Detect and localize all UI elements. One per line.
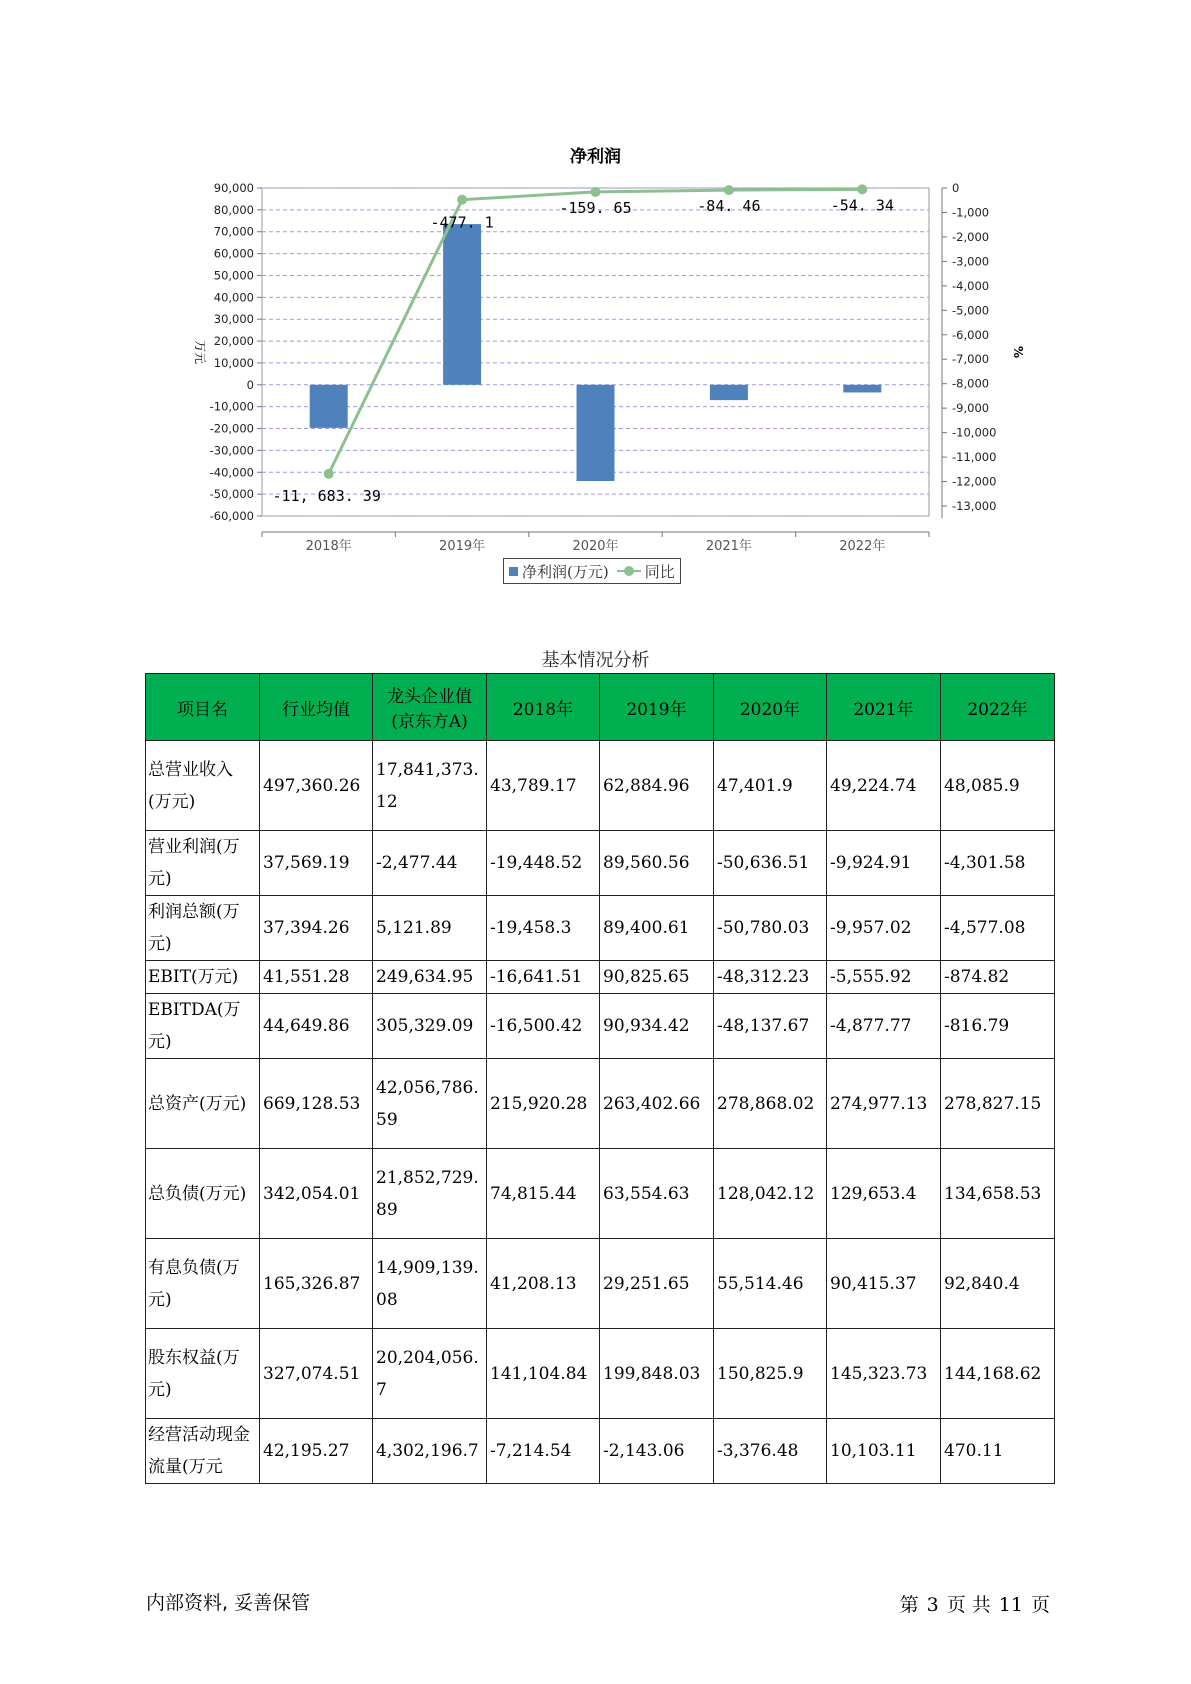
left-axis-label: 万元 [193,339,207,365]
right-tick-label: -12,000 [952,474,997,489]
left-tick-label: 50,000 [213,268,254,283]
value-cell: 144,168.62 [941,1329,1055,1419]
left-tick-label: 80,000 [213,202,254,217]
left-tick-label: 0 [246,377,254,392]
header-cell: 行业均值 [260,674,373,741]
left-tick-label: -20,000 [209,421,254,436]
value-cell: -2,143.06 [600,1419,714,1484]
legend-bar-swatch [509,567,518,576]
bar-2019年 [443,224,481,385]
left-tick-label: 20,000 [213,334,254,349]
left-tick-label: -30,000 [209,443,254,458]
table-header-row [146,674,1055,741]
yoy-point [324,469,334,479]
yoy-point [591,187,601,197]
value-cell: 249,634.95 [373,961,487,994]
table-row [146,994,1055,1059]
value-cell: -48,312.23 [714,961,827,994]
yoy-point [857,184,867,194]
basic-analysis-table [145,673,1055,1484]
value-cell: 14,909,139.08 [373,1239,487,1329]
table-caption: 基本情况分析 [541,650,650,671]
value-cell: 141,104.84 [487,1329,600,1419]
right-tick-label: -2,000 [952,229,990,244]
row-label-cell: 总营业收入(万元) [146,741,260,831]
value-cell: -874.82 [941,961,1055,994]
left-tick-label: 40,000 [213,290,254,305]
bar-2020年 [577,385,615,481]
legend-bar-label: 净利润(万元) [522,562,609,581]
header-cell: 项目名 [146,674,260,741]
right-tick-label: -4,000 [952,278,990,293]
value-cell: 90,825.65 [600,961,714,994]
table-row [146,1329,1055,1419]
table-row [146,1239,1055,1329]
value-cell: 89,560.56 [600,831,714,896]
value-cell: 90,934.42 [600,994,714,1059]
value-cell: 128,042.12 [714,1149,827,1239]
right-axis-label: % [1011,345,1025,359]
value-cell: 17,841,373.12 [373,741,487,831]
value-cell: 278,868.02 [714,1059,827,1149]
x-tick-label: 2022年 [839,539,886,554]
page-suffix: 页 [1030,1594,1050,1616]
legend-line-label: 同比 [644,562,675,581]
value-cell: -4,877.77 [827,994,941,1059]
value-cell: -16,641.51 [487,961,600,994]
value-cell: 47,401.9 [714,741,827,831]
header-cell: 龙头企业值(京东方A) [373,674,487,741]
left-tick-label: 90,000 [213,181,254,195]
left-tick-label: 30,000 [213,312,254,327]
row-label-cell: EBITDA(万元) [146,994,260,1059]
table-row [146,1149,1055,1239]
legend-line-swatch [617,570,641,572]
value-cell: -4,577.08 [941,896,1055,961]
right-tick-label: -1,000 [952,205,990,220]
yoy-point [457,195,467,205]
yoy-data-label: -11, 683. 39 [272,486,381,505]
yoy-point [724,185,734,195]
value-cell: 134,658.53 [941,1149,1055,1239]
value-cell: 470.11 [941,1419,1055,1484]
page-mid: 页 共 [946,1594,991,1616]
value-cell: 497,360.26 [260,741,373,831]
page-total: 11 [998,1594,1023,1616]
page-current: 3 [926,1594,939,1616]
value-cell: 327,074.51 [260,1329,373,1419]
value-cell: 150,825.9 [714,1329,827,1419]
row-label-cell: EBIT(万元) [146,961,260,994]
x-tick-label: 2019年 [439,539,486,554]
value-cell: 55,514.46 [714,1239,827,1329]
left-tick-label: 10,000 [213,355,254,370]
value-cell: 49,224.74 [827,741,941,831]
value-cell: 129,653.4 [827,1149,941,1239]
bar-2018年 [310,385,348,428]
row-label-cell: 总资产(万元) [146,1059,260,1149]
value-cell: -50,780.03 [714,896,827,961]
chart-title: 净利润 [570,147,621,167]
value-cell: 21,852,729.89 [373,1149,487,1239]
value-cell: 42,056,786.59 [373,1059,487,1149]
value-cell: 20,204,056.7 [373,1329,487,1419]
value-cell: 5,121.89 [373,896,487,961]
value-cell: 4,302,196.7 [373,1419,487,1484]
value-cell: 89,400.61 [600,896,714,961]
right-tick-label: -7,000 [952,352,990,367]
left-tick-label: 60,000 [213,246,254,261]
value-cell: -50,636.51 [714,831,827,896]
value-cell: 145,323.73 [827,1329,941,1419]
page-prefix: 第 [899,1594,919,1616]
value-cell: -816.79 [941,994,1055,1059]
table-body [146,741,1055,1484]
value-cell: 41,551.28 [260,961,373,994]
header-cell: 2020年 [714,674,827,741]
row-label-cell: 总负债(万元) [146,1149,260,1239]
table-row [146,831,1055,896]
value-cell: -9,924.91 [827,831,941,896]
value-cell: 199,848.03 [600,1329,714,1419]
right-tick-label: -3,000 [952,254,990,269]
value-cell: -3,376.48 [714,1419,827,1484]
value-cell: 342,054.01 [260,1149,373,1239]
row-label-cell: 经营活动现金流量(万元 [146,1419,260,1484]
value-cell: 278,827.15 [941,1059,1055,1149]
table-row [146,1419,1055,1484]
table-row [146,741,1055,831]
value-cell: 10,103.11 [827,1419,941,1484]
value-cell: 48,085.9 [941,741,1055,831]
value-cell: -7,214.54 [487,1419,600,1484]
value-cell: 305,329.09 [373,994,487,1059]
left-tick-label: 70,000 [213,224,254,239]
header-cell: 2019年 [600,674,714,741]
value-cell: 42,195.27 [260,1419,373,1484]
right-tick-label: -9,000 [952,401,990,416]
value-cell: -19,448.52 [487,831,600,896]
left-tick-label: -60,000 [209,509,254,523]
row-label-cell: 营业利润(万元) [146,831,260,896]
table-row [146,896,1055,961]
header-cell: 2018年 [487,674,600,741]
right-tick-label: -6,000 [952,327,990,342]
yoy-data-label: -54. 34 [830,196,894,215]
row-label-cell: 股东权益(万元) [146,1329,260,1419]
footer-confidential-note: 内部资料, 妥善保管 [146,1592,311,1614]
x-tick-label: 2020年 [572,539,619,554]
header-cell: 2021年 [827,674,941,741]
footer-page-number [896,1590,1054,1617]
chart-svg [0,0,1191,600]
right-tick-label: 0 [952,181,960,195]
value-cell: 37,569.19 [260,831,373,896]
value-cell: 43,789.17 [487,741,600,831]
value-cell: -4,301.58 [941,831,1055,896]
row-label-cell: 有息负债(万元) [146,1239,260,1329]
value-cell: 165,326.87 [260,1239,373,1329]
right-tick-label: -11,000 [952,450,997,465]
net-profit-chart [0,0,1191,600]
right-tick-label: -5,000 [952,303,990,318]
value-cell: 63,554.63 [600,1149,714,1239]
value-cell: -19,458.3 [487,896,600,961]
header-cell: 2022年 [941,674,1055,741]
table-row [146,961,1055,994]
value-cell: -48,137.67 [714,994,827,1059]
value-cell: 215,920.28 [487,1059,600,1149]
value-cell: -9,957.02 [827,896,941,961]
x-tick-label: 2018年 [305,539,352,554]
yoy-data-label: -159. 65 [559,198,632,217]
x-tick-label: 2021年 [705,539,752,554]
value-cell: 263,402.66 [600,1059,714,1149]
left-tick-label: -10,000 [209,399,254,414]
yoy-data-label: -477. 1 [430,213,494,232]
yoy-data-label: -84. 46 [697,197,761,216]
value-cell: 29,251.65 [600,1239,714,1329]
value-cell: 37,394.26 [260,896,373,961]
value-cell: 41,208.13 [487,1239,600,1329]
left-tick-label: -50,000 [209,487,254,502]
value-cell: -2,477.44 [373,831,487,896]
value-cell: 274,977.13 [827,1059,941,1149]
value-cell: 62,884.96 [600,741,714,831]
value-cell: -5,555.92 [827,961,941,994]
left-tick-label: -40,000 [209,465,254,480]
value-cell: -16,500.42 [487,994,600,1059]
table-row [146,1059,1055,1149]
chart-legend [503,558,681,584]
bar-2021年 [710,385,748,400]
right-tick-label: -10,000 [952,425,997,440]
row-label-cell: 利润总额(万元) [146,896,260,961]
right-tick-label: -13,000 [952,499,997,513]
value-cell: 669,128.53 [260,1059,373,1149]
value-cell: 74,815.44 [487,1149,600,1239]
right-tick-label: -8,000 [952,376,990,391]
value-cell: 90,415.37 [827,1239,941,1329]
value-cell: 92,840.4 [941,1239,1055,1329]
value-cell: 44,649.86 [260,994,373,1059]
bar-2022年 [843,385,881,393]
